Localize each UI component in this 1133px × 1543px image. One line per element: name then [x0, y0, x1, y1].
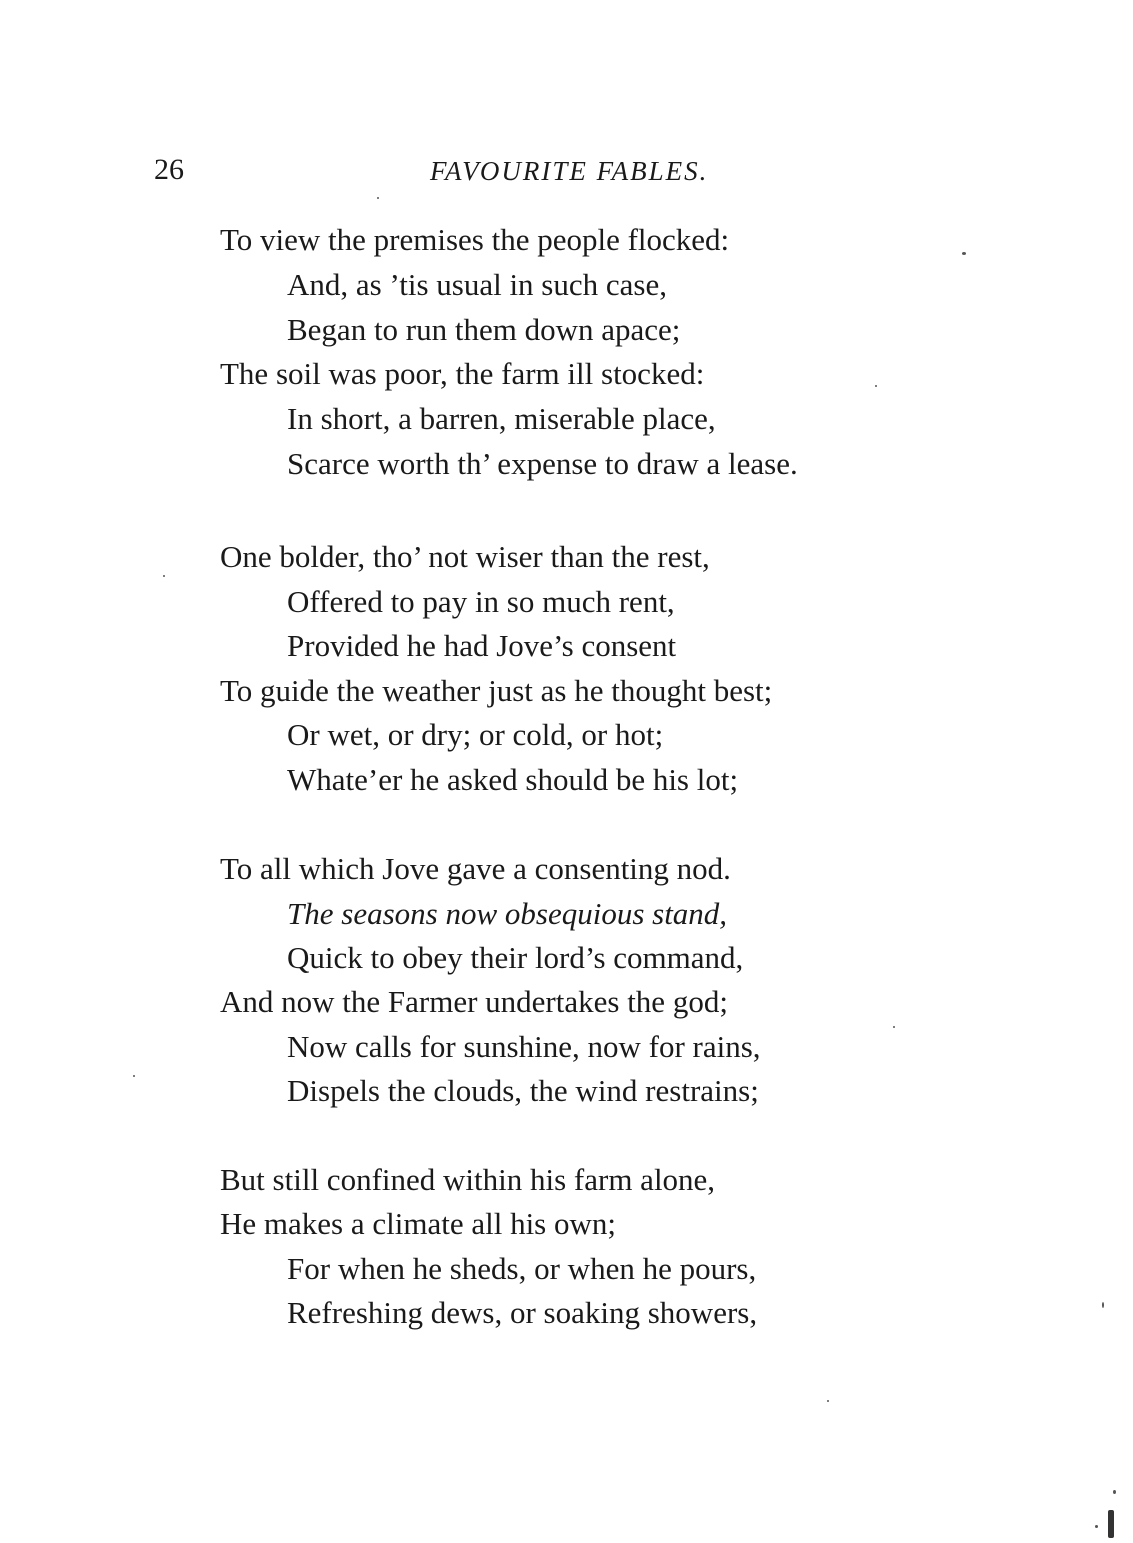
poem-line: The seasons now obsequious stand, — [287, 896, 728, 931]
poem-line: Or wet, or dry; or cold, or hot; — [287, 717, 664, 752]
poem-line: In short, a barren, miserable place, — [287, 401, 716, 436]
poem-line: Offered to pay in so much rent, — [287, 584, 675, 619]
poem-line: Dispels the clouds, the wind restrains; — [287, 1073, 759, 1108]
poem-line: And, as ’tis usual in such case, — [287, 267, 667, 302]
page-number: 26 — [154, 153, 184, 186]
running-title: FAVOURITE FABLES. — [430, 156, 709, 186]
poem-line: Provided he had Jove’s consent — [287, 628, 677, 663]
poem-line: To all which Jove gave a consenting nod. — [220, 851, 731, 886]
poem-line: Scarce worth th’ expense to draw a lease. — [287, 446, 798, 481]
poem-line: And now the Farmer undertakes the god; — [220, 984, 728, 1019]
poem-line: Whate’er he asked should be his lot; — [287, 762, 739, 797]
poem-line: To view the premises the people flocked: — [220, 222, 730, 257]
poem-line: To guide the weather just as he thought best; — [220, 673, 773, 708]
poem-line: Now calls for sunshine, now for rains, — [287, 1029, 761, 1064]
poem-line: The soil was poor, the farm ill stocked: — [220, 356, 705, 391]
poem-line: But still confined within his farm alone, — [220, 1162, 716, 1197]
poem-line: Began to run them down apace; — [287, 312, 681, 347]
poem-line: Refreshing dews, or soaking showers, — [287, 1295, 758, 1330]
poem-line: One bolder, tho’ not wiser than the rest, — [220, 539, 710, 574]
poem-line: For when he sheds, or when he pours, — [287, 1251, 757, 1286]
poem-line: He makes a climate all his own; — [220, 1206, 616, 1241]
poem-line: Quick to obey their lord’s command, — [287, 940, 744, 975]
